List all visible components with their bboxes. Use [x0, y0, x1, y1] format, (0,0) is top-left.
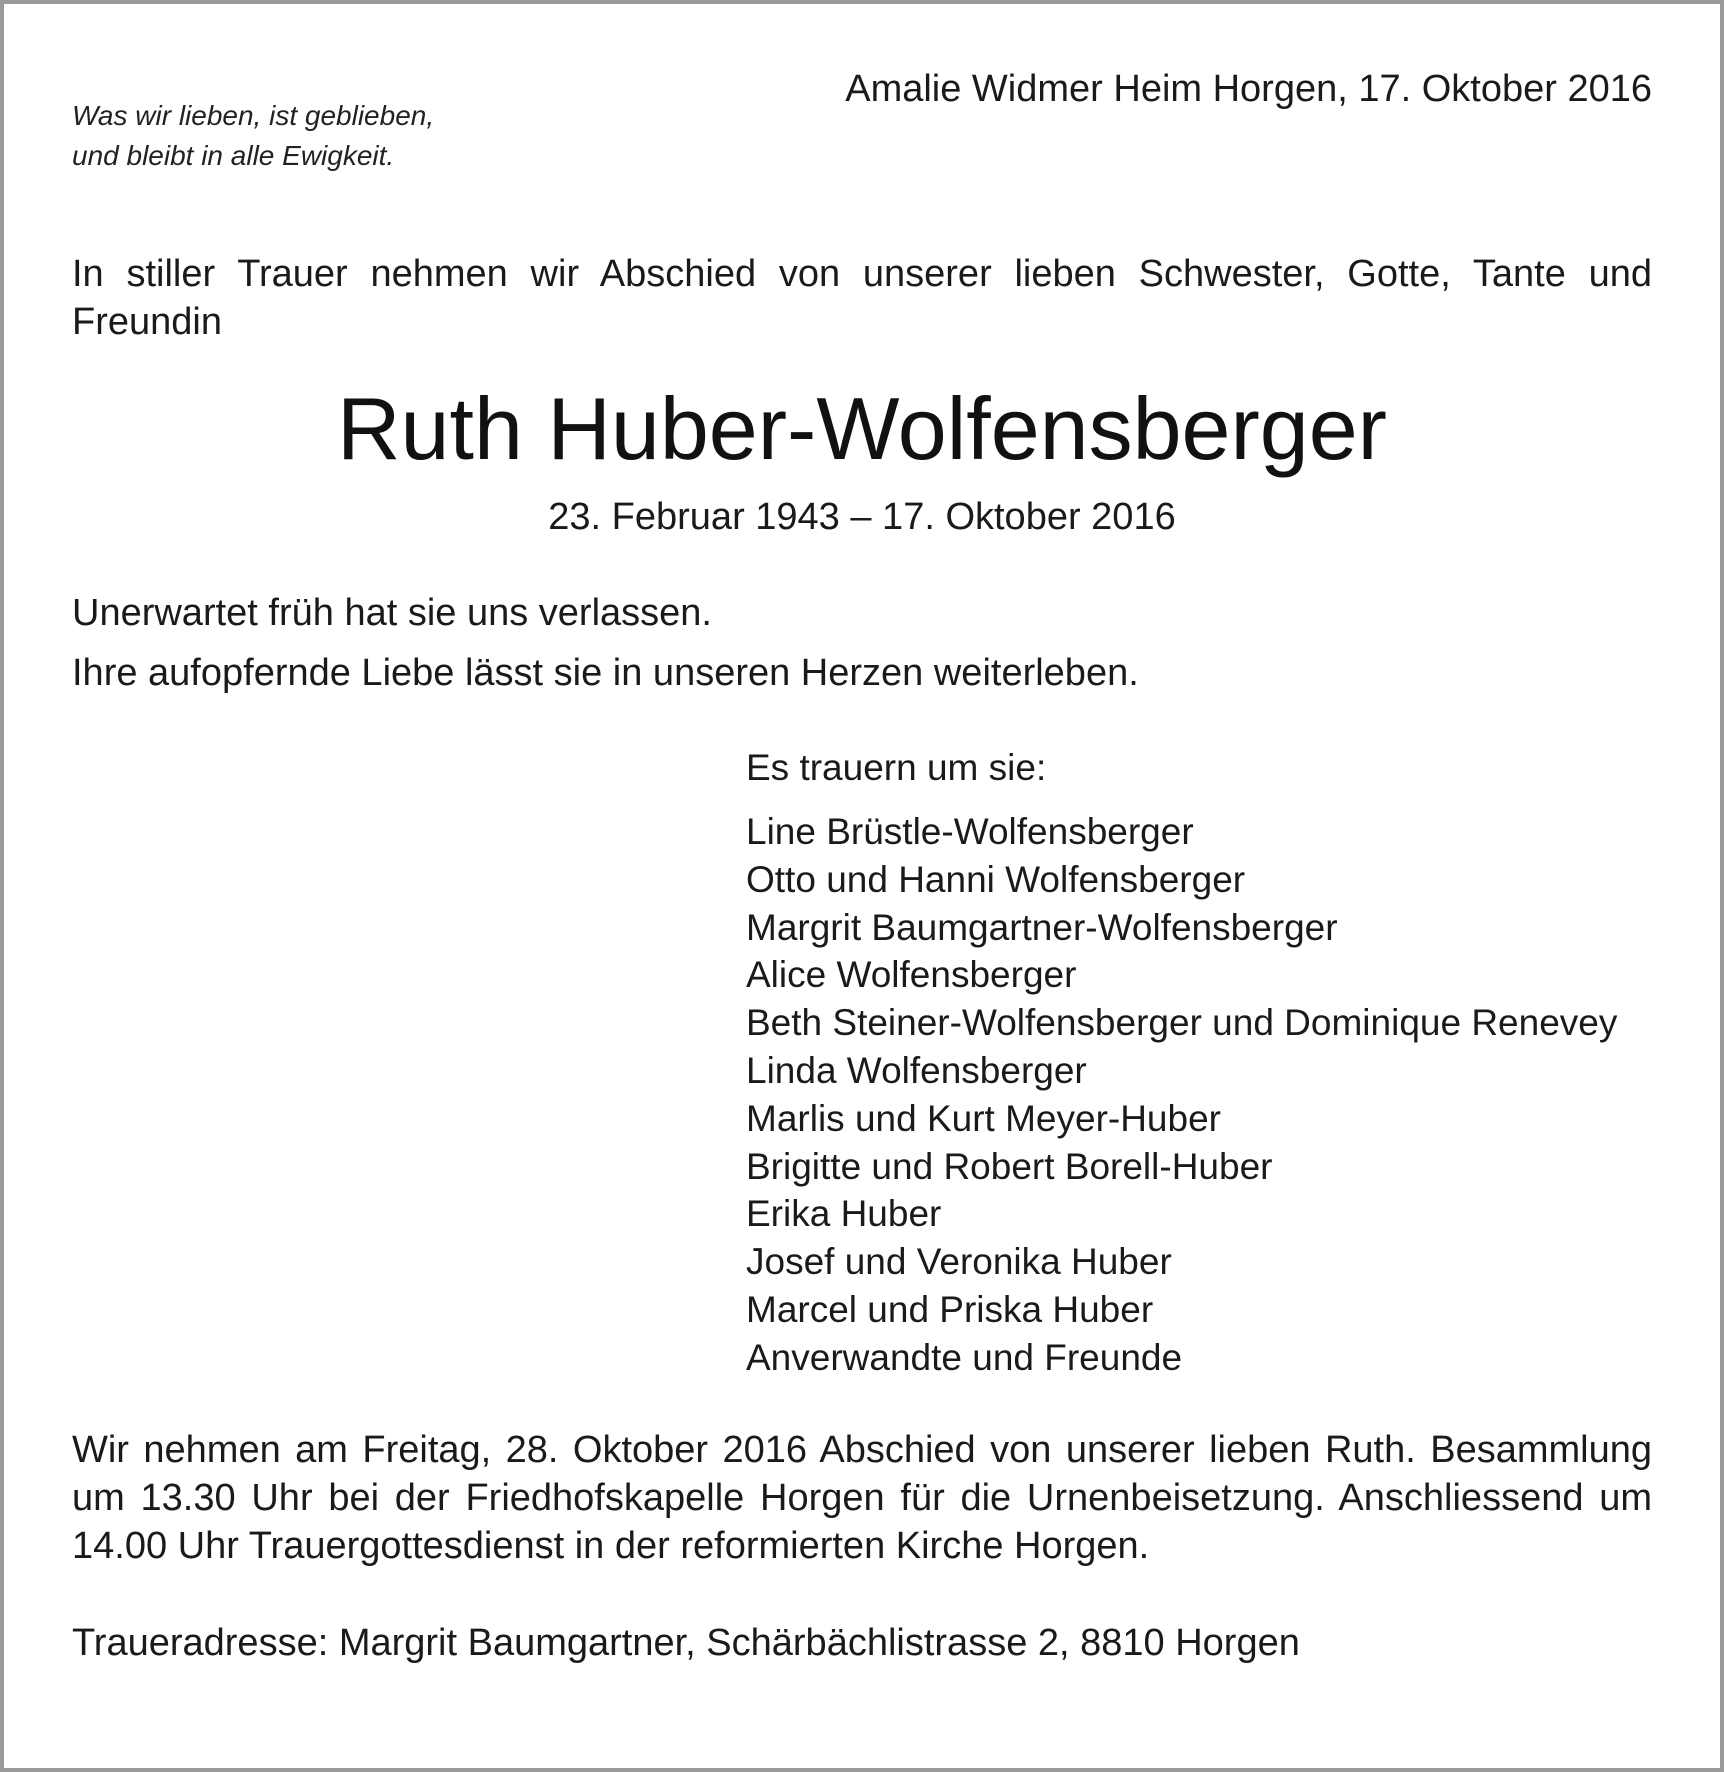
- mourner-entry: Erika Huber: [746, 1193, 942, 1235]
- life-dates: 23. Februar 1943 – 17. Oktober 2016: [548, 496, 1176, 538]
- motto-line: Was wir lieben, ist geblieben,: [72, 100, 435, 131]
- mourner-entry: Line Brüstle-Wolfensberger: [746, 811, 1194, 852]
- place-date: Amalie Widmer Heim Horgen, 17. Oktober 2016: [845, 68, 1652, 110]
- mourner-entry: Marlis und Kurt Meyer-Huber: [746, 1097, 1221, 1139]
- mourner-entry: Beth Steiner-Wolfensberger und Dominique Renevey: [746, 1002, 1618, 1044]
- mourner-entry: Otto und Hanni Wolfensberger: [746, 858, 1246, 900]
- message-line: Ihre aufopfernde Liebe lässt sie in unseren Herzen weiterleben.: [72, 652, 1139, 694]
- mourner-entry: Marcel und Priska Huber: [746, 1288, 1154, 1330]
- mourner-entry: Margrit Baumgartner-Wolfensberger: [746, 906, 1338, 948]
- motto-quote: [72, 96, 434, 176]
- message-line: Unerwartet früh hat sie uns verlassen.: [72, 592, 712, 634]
- mourner-entry: Brigitte und Robert Borell-Huber: [746, 1145, 1273, 1187]
- motto-line: und bleibt in alle Ewigkeit.: [72, 140, 395, 171]
- deceased-name: Ruth Huber-Wolfensberger: [337, 379, 1387, 478]
- intro-text: In stiller Trauer nehmen wir Abschied von unserer lieben Schwester, Gotte, Tante und Freundin: [72, 253, 1652, 343]
- mourner-entry: Anverwandte und Freunde: [746, 1336, 1183, 1378]
- mourner-entry: Josef und Veronika Huber: [746, 1241, 1172, 1283]
- mourners-list: [746, 744, 1617, 1382]
- mourning-address: Traueradresse: Margrit Baumgartner, Schärbächlistrasse 2, 8810 Horgen: [72, 1622, 1300, 1664]
- mourner-entry: Linda Wolfensberger: [746, 1049, 1087, 1091]
- ceremony-details: Wir nehmen am Freitag, 28. Oktober 2016 Abschied von unserer lieben Ruth. Besammlung um 13.30 Uhr bei der Friedhofskapelle Horgen für die Urnenbeisetzung. Anschliessend um 14.00 Uhr Trauergottesdienst in der reformierten Kirche Horgen.: [72, 1429, 1652, 1567]
- mourners-heading: Es trauern um sie:: [746, 747, 1047, 788]
- mourner-entry: Alice Wolfensberger: [746, 954, 1077, 996]
